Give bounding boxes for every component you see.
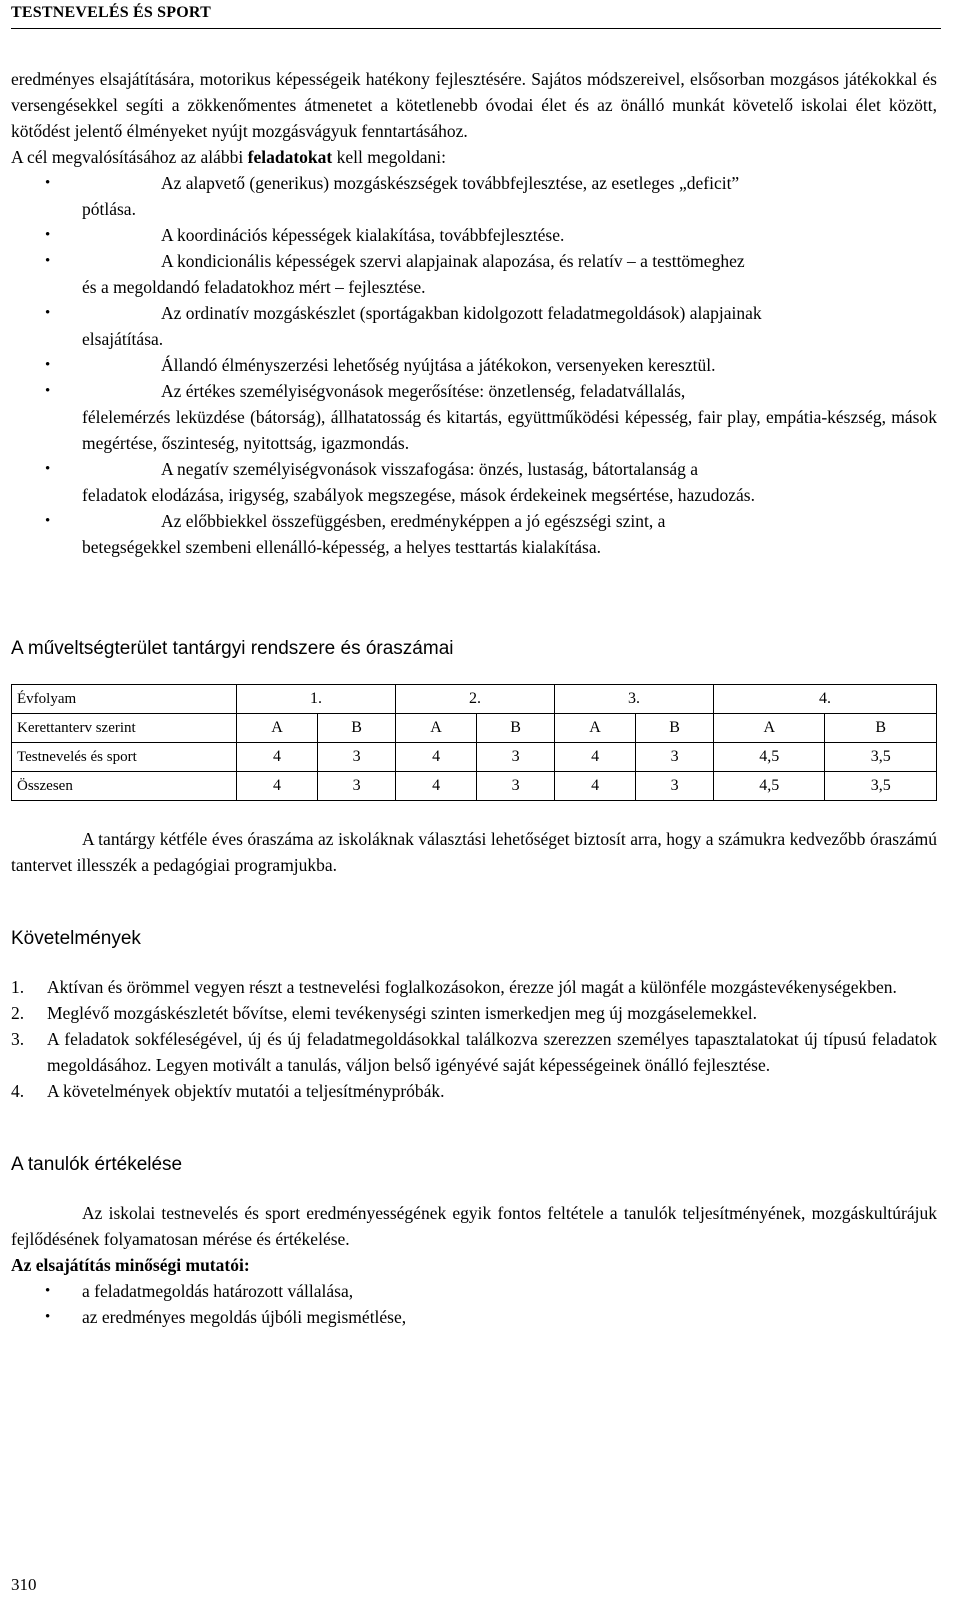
table-cell: 4. xyxy=(714,685,937,714)
section-heading-evaluation: A tanulók értékelése xyxy=(11,1154,183,1175)
task-item xyxy=(11,300,937,352)
requirement-number: 2. xyxy=(11,1003,25,1023)
evaluation-paragraph: Az iskolai testnevelés és sport eredményességének egyik fontos feltétele a tanulók teljesítményének, mozgáskultúrájuk fejlődésének folyamatosan mérése és értékelése. xyxy=(11,1203,937,1249)
table-cell: 3 xyxy=(636,772,714,801)
row-label: Testnevelés és sport xyxy=(12,743,237,772)
goal-suffix: kell megoldani: xyxy=(332,147,446,167)
requirement-item xyxy=(11,1078,937,1104)
goal-bold: feladatokat xyxy=(247,147,333,167)
table-cell: 3 xyxy=(318,772,396,801)
requirement-item xyxy=(11,1026,937,1078)
task-item-first: A kondicionális képességek szervi alapjainak alapozása, és relatív – a testtömeghez xyxy=(161,251,745,271)
table-cell: A xyxy=(555,714,636,743)
task-item-first: Az alapvető (generikus) mozgáskészségek továbbfejlesztése, az esetleges „deficit” xyxy=(161,173,740,193)
bullet-icon: • xyxy=(45,305,51,321)
requirement-item xyxy=(11,974,937,1000)
table-cell: B xyxy=(636,714,714,743)
table-cell: 2. xyxy=(396,685,555,714)
task-item-rest: és a megoldandó feladatokhoz mért – fejlesztése. xyxy=(82,277,426,297)
task-item-first: A koordinációs képességek kialakítása, továbbfejlesztése. xyxy=(161,225,565,245)
table-cell: B xyxy=(318,714,396,743)
table-cell: 4 xyxy=(555,743,636,772)
task-item xyxy=(11,248,937,300)
hours-table xyxy=(11,684,937,801)
table-cell: 4 xyxy=(555,772,636,801)
requirement-text: Meglévő mozgáskészletét bővítse, elemi tevékenységi szinten ismerkedjen meg új mozgáselemekkel. xyxy=(47,1003,757,1023)
table-cell: 4 xyxy=(237,743,318,772)
table-row xyxy=(12,772,937,801)
table-cell: 3 xyxy=(636,743,714,772)
bullet-icon: • xyxy=(45,513,51,529)
table-cell: 3,5 xyxy=(825,772,937,801)
task-item-first: Állandó élményszerzési lehetőség nyújtása a játékokon, versenyeken keresztül. xyxy=(161,355,716,375)
table-cell: 4,5 xyxy=(714,772,825,801)
section-heading-curriculum: A műveltségterület tantárgyi rendszere és óraszámai xyxy=(11,638,454,659)
task-item-first: Az előbbiekkel összefüggésben, eredményképpen a jó egészségi szint, a xyxy=(161,511,666,531)
bullet-icon: • xyxy=(45,357,51,373)
table-cell: A xyxy=(237,714,318,743)
task-item-rest: félelemérzés leküzdése (bátorság), állhatatosság és kitartás, együttműködési képesség, fair play, empátia-készség, mások megértése, őszinteség, nyitottság, igazmondás. xyxy=(82,407,937,453)
quality-indicator-item xyxy=(11,1278,937,1304)
task-item xyxy=(11,508,937,560)
table-cell: 4,5 xyxy=(714,743,825,772)
table-cell: 3,5 xyxy=(825,743,937,772)
quality-indicators-list xyxy=(11,1278,937,1330)
bullet-icon: • xyxy=(45,383,51,399)
page-content xyxy=(11,66,937,1330)
task-item xyxy=(11,222,937,248)
table-cell: 3. xyxy=(555,685,714,714)
task-item xyxy=(11,170,937,222)
table-cell: B xyxy=(477,714,555,743)
task-item-first: A negatív személyiségvonások visszafogása: önzés, lustaság, bátortalanság a xyxy=(161,459,698,479)
bullet-icon: • xyxy=(45,461,51,477)
table-cell: B xyxy=(825,714,937,743)
goal-line xyxy=(11,144,937,170)
task-item-rest: betegségekkel szembeni ellenálló-képesség, a helyes testtartás kialakítása. xyxy=(82,537,601,557)
requirement-number: 3. xyxy=(11,1029,25,1049)
task-item xyxy=(11,352,937,378)
running-header: TESTNEVELÉS ÉS SPORT xyxy=(11,4,941,29)
quality-indicators-heading: Az elsajátítás minőségi mutatói: xyxy=(11,1255,250,1275)
table-row xyxy=(12,714,937,743)
table-cell: 4 xyxy=(396,772,477,801)
table-cell: 4 xyxy=(237,772,318,801)
task-item-rest: pótlása. xyxy=(82,199,136,219)
requirement-item xyxy=(11,1000,937,1026)
quality-indicator-text: az eredményes megoldás újbóli megismétlése, xyxy=(82,1307,407,1327)
bullet-icon: • xyxy=(45,253,51,269)
task-item-rest: elsajátítása. xyxy=(82,329,164,349)
row-label: Kerettanterv szerint xyxy=(12,714,237,743)
bullet-icon: • xyxy=(45,1283,51,1299)
task-list xyxy=(11,170,937,560)
goal-prefix: A cél megvalósításához az alábbi xyxy=(11,147,248,167)
table-cell: A xyxy=(396,714,477,743)
table-row xyxy=(12,743,937,772)
row-label: Összesen xyxy=(12,772,237,801)
task-item xyxy=(11,378,937,456)
task-item-first: Az értékes személyiségvonások megerősítése: önzetlenség, feladatvállalás, xyxy=(161,381,686,401)
task-item-first: Az ordinatív mozgáskészlet (sportágakban kidolgozott feladatmegoldások) alapjainak xyxy=(161,303,762,323)
requirement-number: 4. xyxy=(11,1081,25,1101)
section-heading-requirements: Követelmények xyxy=(11,928,141,949)
requirement-text: Aktívan és örömmel vegyen részt a testnevelési foglalkozásokon, érezze jól magát a különféle mozgástevékenységekben. xyxy=(47,977,897,997)
table-cell: 3 xyxy=(477,743,555,772)
table-cell: 3 xyxy=(477,772,555,801)
requirement-text: A feladatok sokféleségével, új és új feladatmegoldásokkal találkozva szerezzen személyes tapasztalatokat új típusú feladatok megoldásához. Legyen motivált a tanulás, váljon belső igényévé saját képességeinek önálló fejlesztése. xyxy=(47,1029,937,1075)
requirement-number: 1. xyxy=(11,977,25,997)
task-item-rest: feladatok elodázása, irigység, szabályok megszegése, mások érdekeinek megsértése, hazudozás. xyxy=(82,485,755,505)
quality-indicator-item xyxy=(11,1304,937,1330)
task-item xyxy=(11,456,937,508)
requirement-text: A követelmények objektív mutatói a teljesítménypróbák. xyxy=(47,1081,445,1101)
bullet-icon: • xyxy=(45,1309,51,1325)
table-cell: A xyxy=(714,714,825,743)
bullet-icon: • xyxy=(45,175,51,191)
table-cell: 3 xyxy=(318,743,396,772)
page-number: 310 xyxy=(11,1575,37,1594)
requirements-list xyxy=(11,974,937,1104)
table-cell: 4 xyxy=(396,743,477,772)
table-cell: 1. xyxy=(237,685,396,714)
bullet-icon: • xyxy=(45,227,51,243)
quality-indicator-text: a feladatmegoldás határozott vállalása, xyxy=(82,1281,354,1301)
table-row xyxy=(12,685,937,714)
intro-paragraph: eredményes elsajátítására, motorikus képességeik hatékony fejlesztésére. Sajátos módszereivel, elsősorban mozgásos játékokkal és versengésekkel segíti a zökkenőmentes átmenetet a kötetlenebb óvodai élet és az önálló munkát követelő iskolai élet között, kötődést jelentő élményeket nyújt mozgásvágyuk fenntartásához. xyxy=(11,69,937,141)
table-note: A tantárgy kétféle éves óraszáma az iskoláknak választási lehetőséget biztosít arra, hogy a számukra kedvezőbb óraszámú tantervet illesszék a pedagógiai programjukba. xyxy=(11,829,937,875)
row-label: Évfolyam xyxy=(12,685,237,714)
